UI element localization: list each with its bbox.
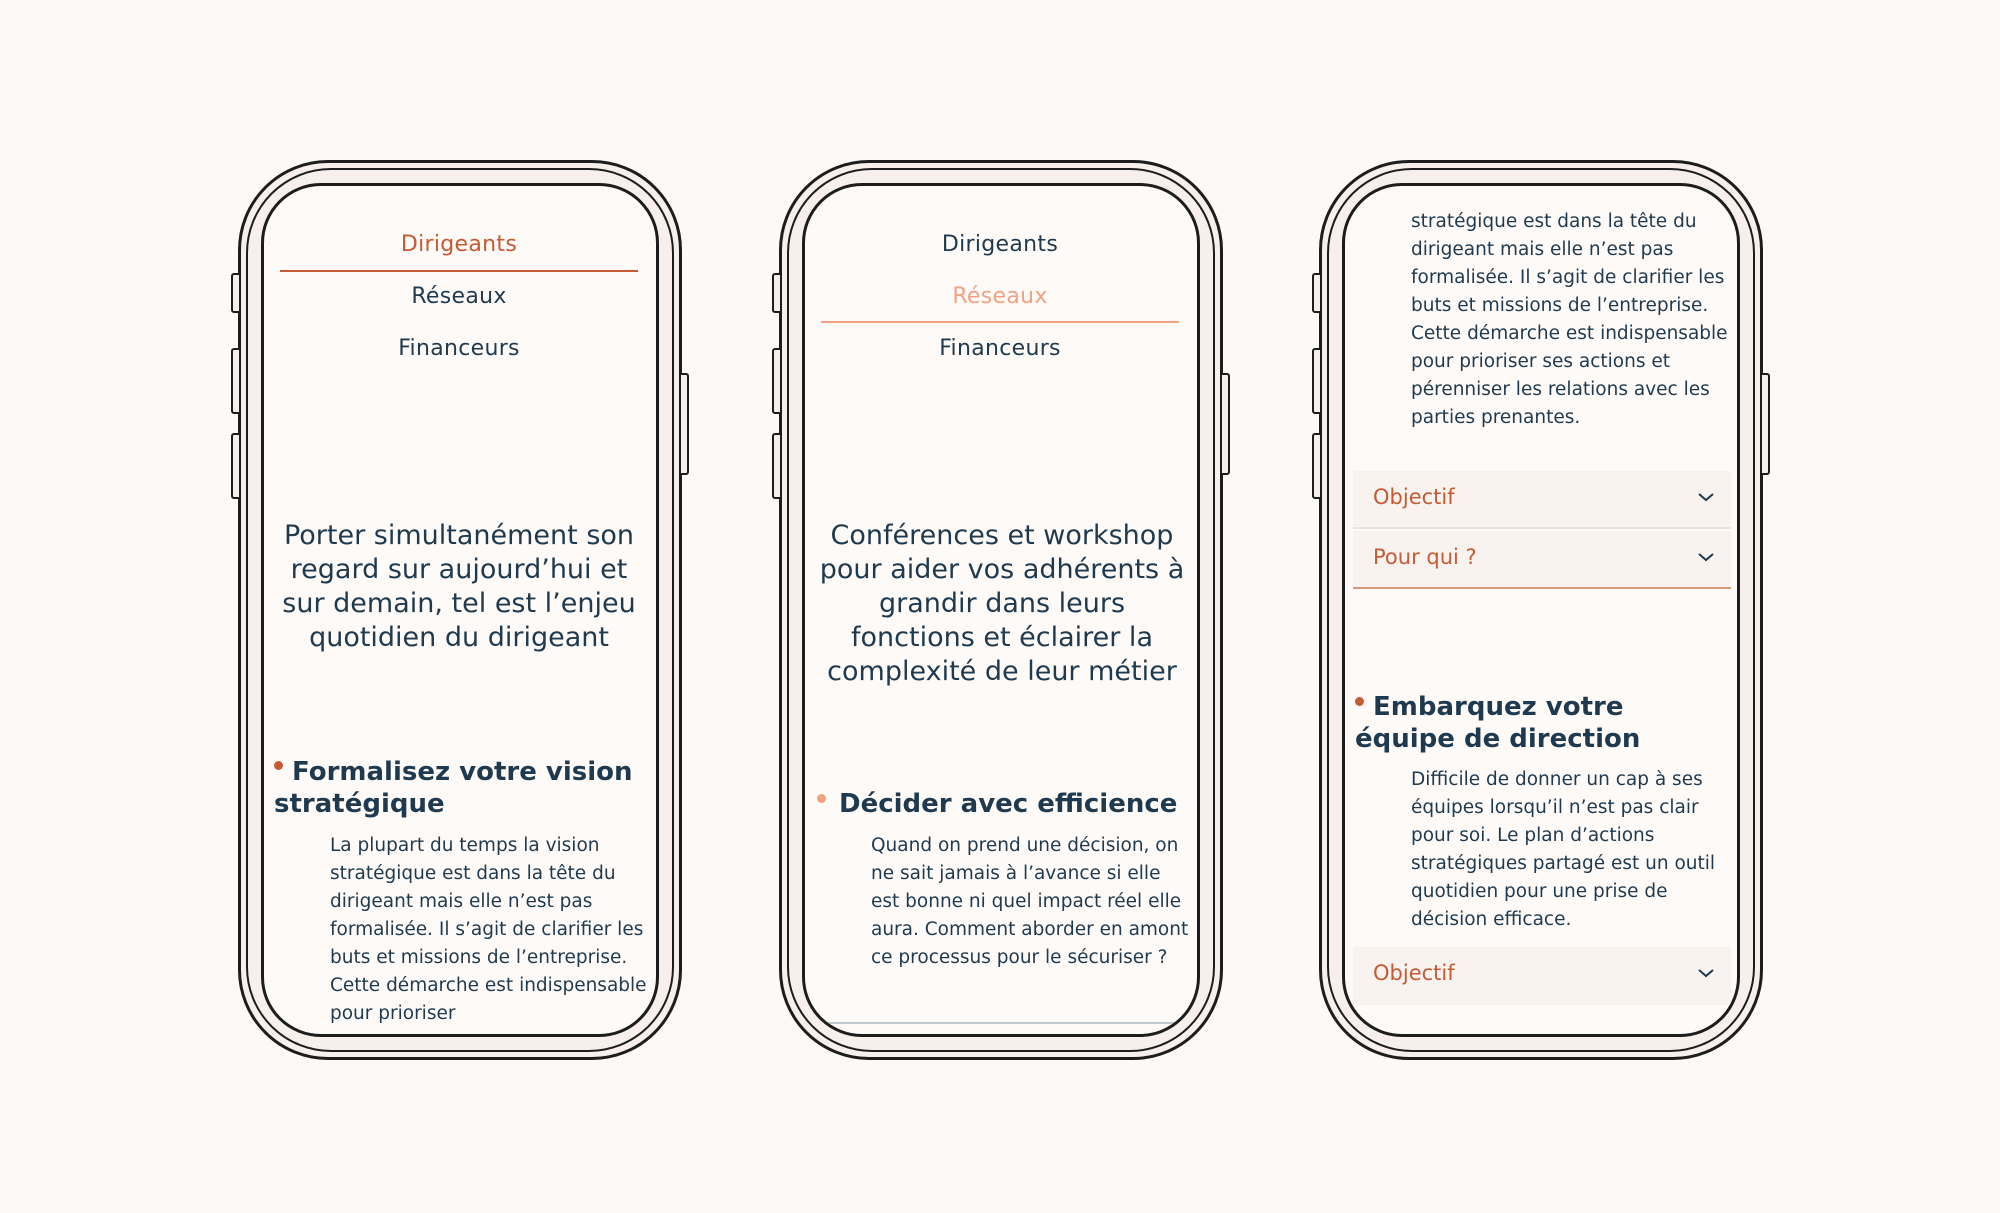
accordion-label: Objectif — [1373, 961, 1455, 985]
volume-up-button — [1312, 348, 1322, 414]
power-button — [1220, 373, 1230, 475]
chevron-down-icon — [1697, 491, 1715, 503]
accordion-label: Objectif — [1373, 485, 1455, 509]
accordion-objectif[interactable] — [1353, 471, 1731, 529]
tab-financeurs[interactable]: Financeurs — [398, 336, 520, 361]
phone-screen-2 — [802, 183, 1200, 1037]
volume-down-button — [231, 433, 241, 499]
accordion-pour-qui[interactable] — [1353, 531, 1731, 589]
bullet-dot — [817, 794, 826, 803]
hero-statement: Porter simultanément son regard sur aujourd’hui et sur demain, tel est l’enjeu quotidien du dirigeant — [282, 520, 636, 653]
power-button — [679, 373, 689, 475]
volume-up-button — [772, 348, 782, 414]
tab-financeurs[interactable]: Financeurs — [939, 336, 1061, 361]
section-title: Décider avec efficience — [839, 789, 1178, 819]
section-body-text: Difficile de donner un cap à ses équipes lorsqu’il n’est pas clair pour soi. Le plan d’actions stratégiques partagé est un outil quotidien pour une prise de décision efficace. — [1411, 769, 1716, 930]
active-tab-underline — [821, 321, 1179, 323]
section-body-text: La plupart du temps la vision stratégique est dans la tête du dirigeant mais elle n’est pas formalisée. Il s’agit de clarifier les buts et missions de l’entreprise. Cette démarche est indispensable pour prioriser — [330, 835, 647, 1024]
section-title: Formalisez votre vision stratégique — [274, 757, 633, 819]
phone-screen-3 — [1342, 183, 1740, 1037]
hero-statement: Conférences et workshop pour aider vos adhérents à grandir dans leurs fonctions et éclairer la complexité de leur métier — [819, 520, 1185, 687]
phone-mockup-3 — [1319, 160, 1763, 1060]
tab-reseaux[interactable]: Réseaux — [952, 284, 1048, 309]
section-body-text: Quand on prend une décision, on ne sait jamais à l’avance si elle est bonne ni quel impact réel elle aura. Comment aborder en amont ce processus pour le sécuriser ? — [871, 835, 1189, 968]
silent-switch — [1312, 273, 1322, 313]
tab-reseaux[interactable]: Réseaux — [411, 284, 507, 309]
chevron-down-icon — [1697, 551, 1715, 563]
power-button — [1760, 373, 1770, 475]
active-tab-underline — [280, 270, 638, 272]
phone-mockup-2 — [779, 160, 1223, 1060]
tab-dirigeants[interactable]: Dirigeants — [941, 232, 1059, 257]
volume-down-button — [772, 433, 782, 499]
silent-switch — [772, 273, 782, 313]
tab-dirigeants[interactable]: Dirigeants — [400, 232, 518, 257]
section-title: Embarquez votre équipe de direction — [1355, 692, 1641, 754]
volume-up-button — [231, 348, 241, 414]
chevron-down-icon — [1697, 967, 1715, 979]
phone-screen-1 — [261, 183, 659, 1037]
volume-down-button — [1312, 433, 1322, 499]
section-body-text: stratégique est dans la tête du dirigeant mais elle n’est pas formalisée. Il s’agit de clarifier les buts et missions de l’entreprise. Cette démarche est indispensable pour prioriser ses actions et pérenniser les relations avec les parties prenantes. — [1411, 211, 1728, 428]
silent-switch — [231, 273, 241, 313]
accordion-objectif-2[interactable] — [1353, 947, 1731, 1005]
accordion-label: Pour qui ? — [1373, 545, 1477, 569]
phone-mockup-1 — [238, 160, 682, 1060]
bottom-bar — [809, 1022, 1193, 1034]
